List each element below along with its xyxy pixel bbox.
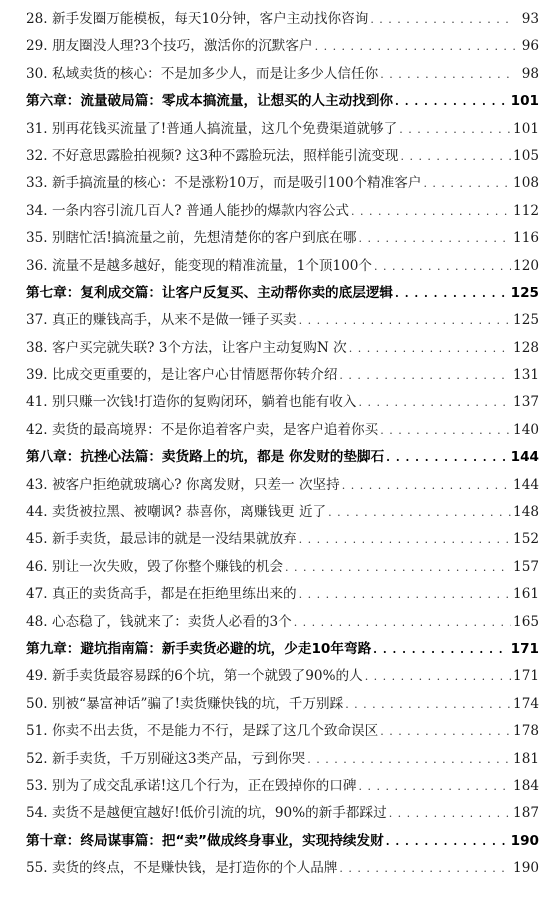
chapter-title: 第十章：终局谋事篇：把“卖”做成终身事业，实现持续发财 (26, 832, 384, 849)
dot-leader (400, 143, 511, 170)
toc-page-number: 93 (521, 11, 539, 27)
toc-page-number: 148 (513, 504, 539, 521)
toc-entry[interactable] (26, 253, 539, 280)
toc-entry[interactable] (26, 472, 539, 499)
toc-page-number: 128 (513, 339, 539, 356)
toc-entry[interactable] (26, 691, 539, 718)
toc-page-number: 144 (510, 449, 539, 466)
toc-entry[interactable] (26, 718, 539, 745)
toc-page-number: 174 (513, 695, 539, 712)
dot-leader (370, 6, 515, 33)
toc-entry-title: 41. 别只赚一次钱!打造你的复购闭环，躺着也能有收入 (26, 394, 357, 411)
toc-entry[interactable] (26, 663, 539, 690)
toc-entry[interactable] (26, 417, 539, 444)
toc-entry[interactable] (26, 609, 539, 636)
toc-page-number: 101 (510, 93, 539, 110)
toc-page-number: 190 (510, 832, 539, 849)
dot-leader (365, 663, 511, 690)
dot-leader (299, 307, 511, 334)
dot-leader (339, 362, 511, 389)
toc-page-number: 171 (513, 668, 539, 685)
toc-page-number: 116 (513, 230, 539, 247)
dot-leader (328, 499, 511, 526)
toc-entry-title: 36. 流量不是越多越好，能变现的精准流量，1个顶100个 (26, 257, 373, 274)
dot-leader (315, 33, 515, 60)
toc-entry[interactable] (26, 116, 539, 143)
toc-entry-title: 44. 卖货被拉黑、被嘲讽? 恭喜你，离赚钱更 近了 (26, 504, 327, 521)
toc-entry-title: 53. 别为了成交乱承诺!这几个行为，正在毁掉你的口碑 (26, 777, 357, 794)
toc-entry-title: 37. 真正的赚钱高手，从来不是做一锤子买卖 (26, 312, 297, 329)
toc-entry-title: 43. 被客户拒绝就玻璃心? 你离发财，只差一 次坚持 (26, 476, 340, 493)
toc-entry-title: 28. 新手发圈万能模板，每天10分钟，客户主动找你咨询 (26, 11, 369, 27)
toc-page-number: 187 (513, 805, 539, 822)
table-of-contents (26, 6, 539, 883)
toc-page-number: 157 (513, 558, 539, 575)
dot-leader (349, 335, 511, 362)
toc-entry-title: 33. 新手搞流量的核心：不是涨粉10万，而是吸引100个精准客户 (26, 175, 422, 192)
toc-page-number: 125 (510, 284, 539, 301)
toc-entry-title: 52. 新手卖货，千万别碰这3类产品，亏到你哭 (26, 750, 306, 767)
toc-page-number: 131 (513, 367, 539, 384)
dot-leader (395, 88, 509, 115)
dot-leader (374, 253, 511, 280)
toc-page-number: 101 (513, 120, 539, 137)
toc-entry[interactable] (26, 746, 539, 773)
dot-leader (380, 417, 511, 444)
dot-leader (380, 718, 511, 745)
dot-leader (299, 526, 511, 553)
toc-entry[interactable] (26, 143, 539, 170)
toc-page-number: 137 (513, 394, 539, 411)
toc-page-number: 120 (513, 257, 539, 274)
toc-chapter-heading[interactable] (26, 636, 539, 663)
toc-entry[interactable] (26, 855, 539, 882)
dot-leader (339, 855, 511, 882)
toc-entry-title: 38. 客户买完就失联? 3个方法，让客户主动复购N 次 (26, 339, 347, 356)
toc-entry[interactable] (26, 170, 539, 197)
toc-chapter-heading[interactable] (26, 828, 539, 855)
toc-page-number: 184 (513, 777, 539, 794)
dot-leader (345, 691, 511, 718)
dot-leader (395, 280, 509, 307)
dot-leader (294, 609, 511, 636)
toc-entry-title: 46. 别让一次失败，毁了你整个赚钱的机会 (26, 558, 284, 575)
dot-leader (373, 636, 508, 663)
toc-entry-title: 45. 新手卖货，最忌讳的就是一没结果就放弃 (26, 531, 297, 548)
toc-entry[interactable] (26, 800, 539, 827)
toc-page-number: 152 (513, 531, 539, 548)
toc-entry-title: 54. 卖货不是越便宜越好!低价引流的坑，90%的新手都踩过 (26, 805, 387, 822)
toc-page-number: 105 (513, 147, 539, 164)
toc-page-number: 144 (513, 476, 539, 493)
toc-page-number: 165 (513, 613, 539, 630)
toc-page-number: 171 (510, 640, 539, 657)
toc-chapter-heading[interactable] (26, 280, 539, 307)
dot-leader (299, 581, 511, 608)
toc-chapter-heading[interactable] (26, 88, 539, 115)
dot-leader (380, 61, 515, 88)
toc-entry-title: 55. 卖货的终点，不是赚快钱，是打造你的个人品牌 (26, 860, 338, 877)
toc-entry[interactable] (26, 581, 539, 608)
toc-entry[interactable] (26, 198, 539, 225)
toc-entry-title: 31. 别再花钱买流量了!普通人搞流量，这几个免费渠道就够了 (26, 120, 398, 137)
toc-chapter-heading[interactable] (26, 444, 539, 471)
toc-entry[interactable] (26, 389, 539, 416)
toc-page-number: 112 (513, 202, 539, 219)
toc-page-number: 98 (521, 65, 539, 82)
chapter-title: 第八章：抗挫心法篇：卖货路上的坑，都是 你发财的垫脚石 (26, 449, 385, 466)
dot-leader (423, 170, 511, 197)
toc-entry[interactable] (26, 499, 539, 526)
toc-entry-title: 47. 真正的卖货高手，都是在拒绝里练出来的 (26, 586, 297, 603)
chapter-title: 第七章：复利成交篇：让客户反复买、主动帮你卖的底层逻辑 (26, 284, 394, 301)
toc-page-number: 178 (513, 723, 539, 740)
toc-entry[interactable] (26, 362, 539, 389)
dot-leader (358, 225, 511, 252)
toc-entry-title: 29. 朋友圈没人理?3个技巧，激活你的沉默客户 (26, 38, 313, 55)
toc-page-number: 181 (513, 750, 539, 767)
dot-leader (358, 389, 511, 416)
toc-entry[interactable] (26, 307, 539, 334)
toc-entry-title: 42. 卖货的最高境界：不是你追着客户卖，是客户追着你买 (26, 421, 379, 438)
dot-leader (342, 472, 511, 499)
dot-leader (285, 554, 511, 581)
dot-leader (386, 444, 508, 471)
toc-page-number: 161 (513, 586, 539, 603)
toc-entry-title: 51. 你卖不出去货，不是能力不行，是踩了这几个致命误区 (26, 723, 379, 740)
dot-leader (307, 746, 511, 773)
toc-page-number: 125 (513, 312, 539, 329)
toc-entry[interactable] (26, 526, 539, 553)
dot-leader (399, 116, 511, 143)
toc-entry[interactable] (26, 335, 539, 362)
dot-leader (386, 828, 509, 855)
toc-entry[interactable] (26, 225, 539, 252)
toc-page-number: 190 (513, 860, 539, 877)
toc-entry-title: 49. 新手卖货最容易踩的6个坑，第一个就毁了90%的人 (26, 668, 363, 685)
toc-entry-title: 50. 别被“暴富神话”骗了!卖货赚快钱的坑，千万别踩 (26, 695, 344, 712)
toc-entry-title: 48. 心态稳了，钱就来了：卖货人必看的3个 (26, 613, 292, 630)
dot-leader (358, 773, 511, 800)
toc-page-number: 96 (521, 38, 539, 55)
toc-page-number: 108 (513, 175, 539, 192)
toc-entry-title: 30. 私域卖货的核心：不是加多少人，而是让多少人信任你 (26, 65, 379, 82)
toc-entry[interactable] (26, 33, 539, 60)
toc-entry-title: 34. 一条内容引流几百人? 普通人能抄的爆款内容公式 (26, 202, 350, 219)
toc-entry[interactable] (26, 773, 539, 800)
toc-entry-title: 32. 不好意思露脸拍视频? 这3种不露脸玩法，照样能引流变现 (26, 147, 399, 164)
toc-entry-title: 39. 比成交更重要的，是让客户心甘情愿帮你转介绍 (26, 367, 338, 384)
toc-entry[interactable] (26, 61, 539, 88)
dot-leader (389, 800, 511, 827)
toc-entry[interactable] (26, 6, 539, 33)
chapter-title: 第九章：避坑指南篇：新手卖货必避的坑，少走10年弯路 (26, 640, 372, 657)
toc-page-number: 140 (513, 421, 539, 438)
chapter-title: 第六章：流量破局篇：零成本搞流量，让想买的人主动找到你 (26, 93, 394, 110)
dot-leader (351, 198, 511, 225)
toc-entry-title: 35. 别瞎忙活!搞流量之前，先想清楚你的客户到底在哪 (26, 230, 357, 247)
toc-entry[interactable] (26, 554, 539, 581)
